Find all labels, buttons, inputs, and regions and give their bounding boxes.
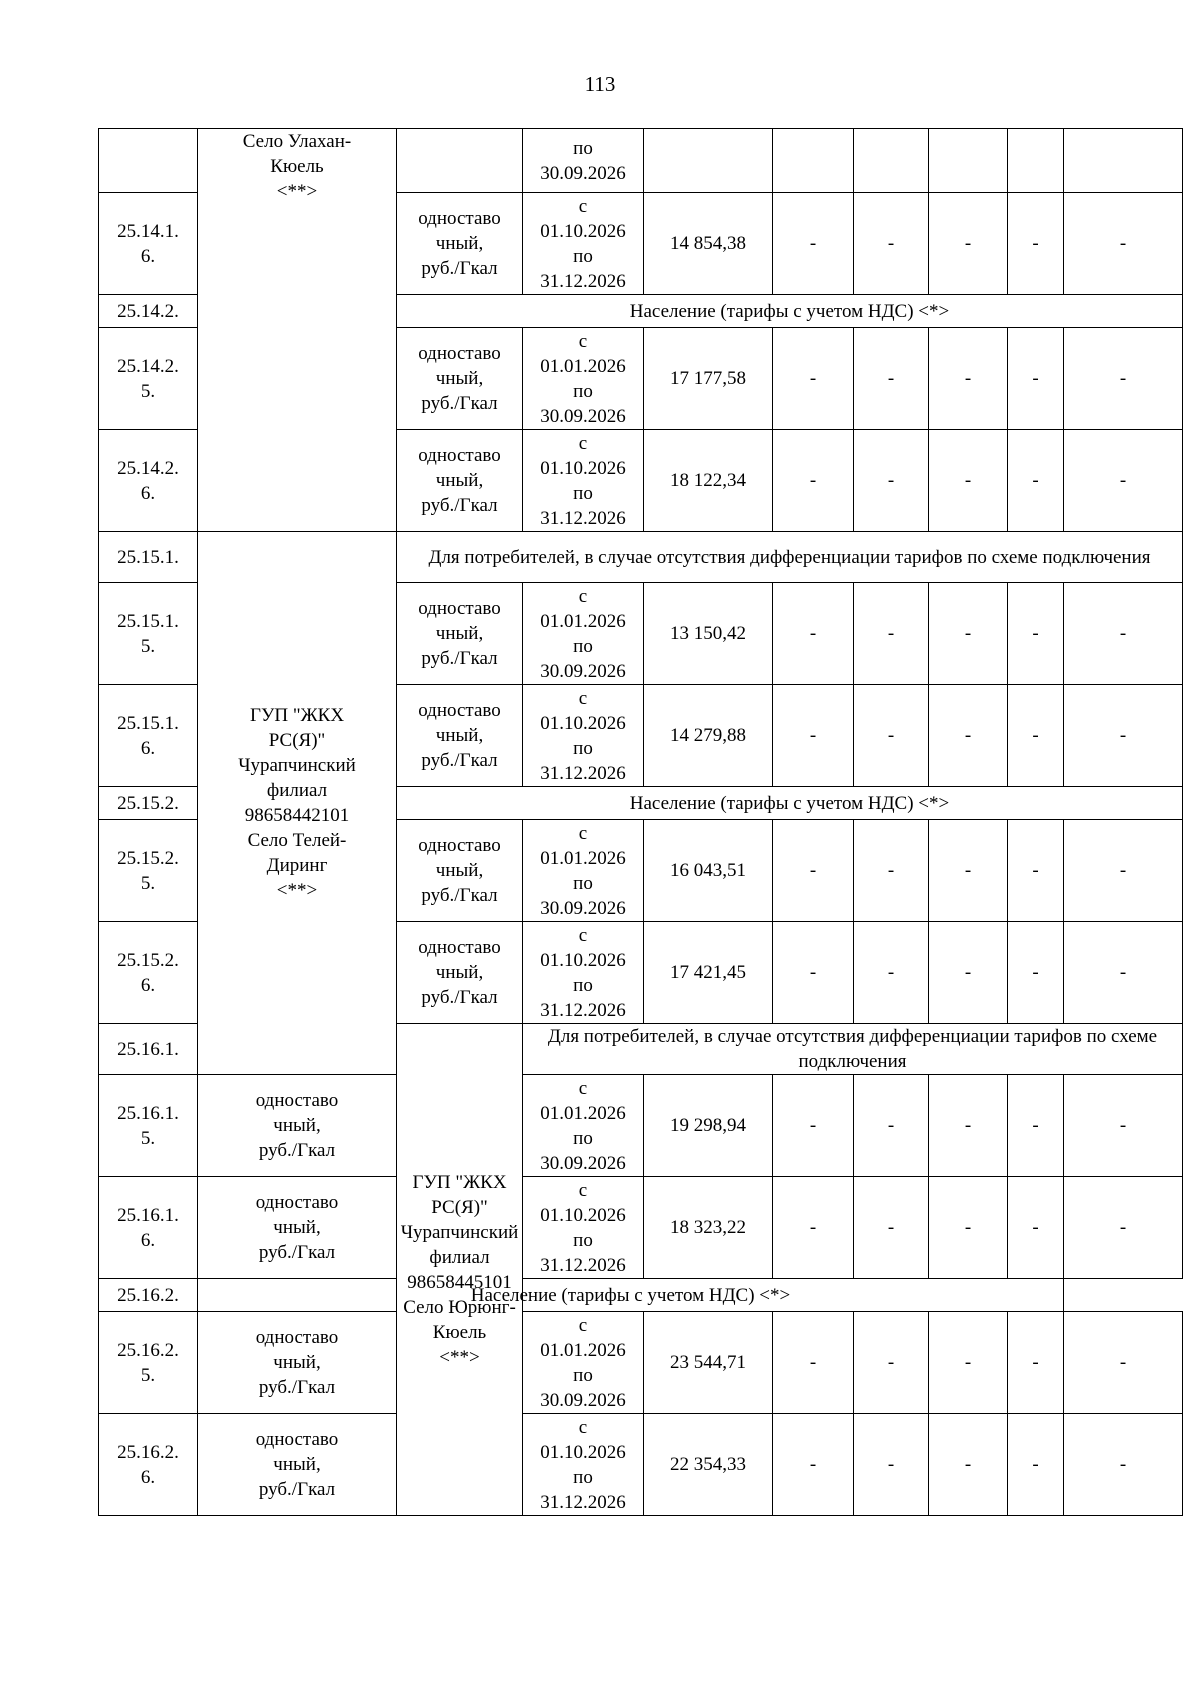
tariff-type-line: чный, [273, 1352, 321, 1373]
row-id [99, 1312, 198, 1414]
tariff-dash: - [854, 685, 929, 787]
tariff-period-line: 01.10.2026 [540, 712, 626, 734]
tariff-period-line: по [573, 635, 593, 657]
tariff-dash: - [854, 1414, 929, 1516]
tariff-period-line: 30.09.2026 [540, 897, 626, 919]
row-id [99, 1075, 198, 1177]
tariff-period-line: с [578, 330, 588, 352]
tariff-period-line: по [573, 974, 593, 996]
tariff-type [198, 1312, 397, 1414]
section-label: Для потребителей, в случае отсутствия дифференциации тарифов по схеме подключения [523, 1024, 1183, 1075]
tariff-type-line: руб./Гкал [421, 393, 498, 414]
table-row [99, 1312, 1183, 1414]
tariff-dash: - [1008, 1312, 1064, 1414]
tariff-dash: - [1064, 922, 1183, 1024]
tariff-type-line: руб./Гкал [258, 1377, 336, 1398]
tariff-period [523, 1075, 644, 1177]
tariff-period-line: 31.12.2026 [540, 507, 626, 529]
row-id-part: 25.15.2. [117, 949, 179, 971]
tariff-dash: - [1008, 1177, 1064, 1279]
tariff-dash: - [773, 820, 854, 922]
tariff-dash: - [1008, 820, 1064, 922]
organization-line: <**> [276, 181, 318, 202]
tariff-type-line: одноставо [418, 700, 501, 721]
tariff-period [523, 583, 644, 685]
section-row [99, 532, 1183, 583]
row-id-part: 25.14.1. [117, 220, 179, 242]
tariff-period-line: по [573, 1127, 593, 1149]
tariff-type [397, 129, 523, 193]
section-id: 25.15.1. [99, 532, 198, 583]
organization-line: РС(Я)" [431, 1196, 488, 1218]
tariff-period-line: 30.09.2026 [540, 1389, 626, 1411]
tariff-dash: - [1008, 583, 1064, 685]
row-id-part: 5. [140, 635, 156, 657]
table-row [99, 129, 1183, 193]
tariff-period [523, 328, 644, 430]
row-id [99, 129, 198, 193]
section-label: Для потребителей, в случае отсутствия дифференциации тарифов по схеме подключения [397, 532, 1183, 583]
organization-line: 98658445101 [407, 1271, 512, 1293]
section-row [99, 1279, 1183, 1312]
organization-cell [397, 1024, 523, 1516]
tariff-period-line: 30.09.2026 [540, 162, 626, 184]
tariff-type-line: чный, [435, 470, 484, 491]
tariff-period-line: 01.01.2026 [540, 355, 626, 377]
page-number: 113 [584, 72, 616, 96]
tariff-dash: - [929, 820, 1008, 922]
organization-line: Кюель [270, 156, 324, 177]
row-id-part: 5. [140, 872, 156, 894]
tariff-value: 13 150,42 [644, 583, 773, 685]
tariff-value: 17 421,45 [644, 922, 773, 1024]
tariff-dash: - [1064, 430, 1183, 532]
section-label: Население (тарифы с учетом НДС) <*> [397, 295, 1183, 328]
tariff-dash: - [773, 1414, 854, 1516]
tariff-dash: - [773, 922, 854, 1024]
tariff-period-line: с [578, 195, 588, 217]
tariff-type [397, 583, 523, 685]
tariff-dash: - [929, 193, 1008, 295]
row-id-part: 6. [140, 482, 156, 504]
tariff-dash: - [1064, 193, 1183, 295]
tariff-period-line: по [573, 137, 593, 159]
tariff-period-line: с [578, 924, 588, 946]
organization-line: Чурапчинский [400, 1221, 519, 1243]
row-id-part: 25.16.1. [117, 1204, 179, 1226]
section-label: Население (тарифы с учетом НДС) <*> [198, 1279, 1064, 1312]
tariff-period-line: 31.12.2026 [540, 999, 626, 1021]
tariff-type [397, 193, 523, 295]
tariff-type-line: руб./Гкал [258, 1479, 336, 1500]
organization-line: <**> [276, 880, 318, 901]
tariff-period-line: 31.12.2026 [540, 1491, 626, 1513]
tariff-period-line: 01.10.2026 [540, 1441, 626, 1463]
tariff-dash: - [929, 1312, 1008, 1414]
tariff-type-line: одноставо [255, 1429, 339, 1450]
empty-cell [929, 129, 1008, 193]
tariff-type-line: руб./Гкал [421, 885, 498, 906]
tariff-type-line: одноставо [255, 1327, 339, 1348]
section-id: 25.15.2. [99, 787, 198, 820]
tariff-period-line: 30.09.2026 [540, 660, 626, 682]
organization-line: ГУП "ЖКХ [412, 1171, 507, 1193]
tariff-value: 22 354,33 [644, 1414, 773, 1516]
row-id-part: 25.16.2. [117, 1339, 179, 1361]
tariff-dash: - [929, 1075, 1008, 1177]
tariff-period [523, 1414, 644, 1516]
tariff-type-line: одноставо [418, 445, 501, 466]
tariff-dash: - [773, 1075, 854, 1177]
tariff-type-line: руб./Гкал [258, 1242, 336, 1263]
empty-cell [1008, 129, 1064, 193]
row-id-part: 6. [140, 737, 156, 759]
tariff-type-line: одноставо [418, 208, 501, 229]
tariff-dash: - [773, 328, 854, 430]
tariff-type-line: чный, [273, 1454, 321, 1475]
tariff-type-line: чный, [435, 623, 484, 644]
organization-line: Кюель [432, 1321, 487, 1343]
tariff-type-line: чный, [435, 368, 484, 389]
row-id-part: 25.16.1. [117, 1102, 179, 1124]
tariff-type-line: руб./Гкал [421, 648, 498, 669]
tariff-value: 14 854,38 [644, 193, 773, 295]
tariff-period [523, 129, 644, 193]
tariff-type [397, 922, 523, 1024]
tariff-type-line: одноставо [418, 343, 501, 364]
row-id-part: 5. [140, 380, 156, 402]
tariff-period-line: по [573, 1364, 593, 1386]
tariff-dash: - [1064, 1177, 1183, 1279]
organization-line: филиал [266, 780, 328, 801]
organization-line: Чурапчинский [238, 755, 356, 776]
tariff-dash: - [854, 1177, 929, 1279]
tariff-dash: - [1064, 1312, 1183, 1414]
tariff-type [397, 328, 523, 430]
organization-line: Село Юрюнг- [403, 1296, 516, 1318]
tariff-dash: - [1064, 1075, 1183, 1177]
tariff-dash: - [929, 1177, 1008, 1279]
tariff-period-line: 01.01.2026 [540, 610, 626, 632]
tariff-period-line: по [573, 1466, 593, 1488]
row-id-part: 5. [140, 1364, 156, 1386]
empty-cell [773, 129, 854, 193]
organization-line: 98658442101 [244, 805, 350, 826]
tariff-period-line: 31.12.2026 [540, 762, 626, 784]
tariff-dash: - [929, 430, 1008, 532]
tariff-type-line: руб./Гкал [421, 258, 498, 279]
tariff-period-line: по [573, 737, 593, 759]
tariff-type-line: руб./Гкал [258, 1140, 336, 1161]
organization-line: РС(Я)" [268, 730, 326, 751]
tariff-type-line: чный, [273, 1217, 321, 1238]
tariff-type-line: руб./Гкал [421, 495, 498, 516]
tariff-period [523, 1177, 644, 1279]
tariff-dash: - [1008, 685, 1064, 787]
table-row [99, 1075, 1183, 1177]
tariff-type-line: одноставо [255, 1192, 339, 1213]
tariff-period [523, 193, 644, 295]
tariff-dash: - [854, 328, 929, 430]
tariff-period-line: с [578, 1416, 588, 1438]
organization-line: ГУП "ЖКХ [249, 705, 345, 726]
tariff-dash: - [1064, 1414, 1183, 1516]
tariff-value: 19 298,94 [644, 1075, 773, 1177]
tariff-dash: - [854, 922, 929, 1024]
section-label: Население (тарифы с учетом НДС) <*> [397, 787, 1183, 820]
row-id [99, 328, 198, 430]
row-id-part: 25.15.1. [117, 610, 179, 632]
tariff-type-line: чный, [435, 725, 484, 746]
row-id-part: 25.15.2. [117, 847, 179, 869]
tariff-dash: - [854, 193, 929, 295]
tariff-dash: - [1064, 583, 1183, 685]
tariff-dash: - [1008, 1414, 1064, 1516]
tariff-type [397, 820, 523, 922]
tariff-period [523, 1312, 644, 1414]
tariff-dash: - [929, 685, 1008, 787]
tariff-dash: - [773, 1177, 854, 1279]
tariff-period-line: 30.09.2026 [540, 1152, 626, 1174]
tariff-type [198, 1414, 397, 1516]
tariff-period-line: по [573, 872, 593, 894]
tariff-period-line: 01.01.2026 [540, 1102, 626, 1124]
row-id-part: 6. [140, 245, 156, 267]
tariff-dash: - [773, 583, 854, 685]
tariff-period-line: 31.12.2026 [540, 1254, 626, 1276]
tariff-value: 23 544,71 [644, 1312, 773, 1414]
tariff-value: 16 043,51 [644, 820, 773, 922]
tariff-dash: - [929, 1414, 1008, 1516]
organization-cell [198, 532, 397, 1075]
row-id [99, 583, 198, 685]
tariff-type-line: чный, [435, 962, 484, 983]
organization-line: филиал [429, 1246, 490, 1268]
empty-cell [644, 129, 773, 193]
tariff-dash: - [773, 1312, 854, 1414]
tariff-dash: - [1008, 922, 1064, 1024]
tariff-dash: - [1008, 1075, 1064, 1177]
tariff-dash: - [773, 685, 854, 787]
tariff-type [198, 1075, 397, 1177]
tariff-period-line: 31.12.2026 [540, 270, 626, 292]
tariff-dash: - [929, 922, 1008, 1024]
tariff-type-line: руб./Гкал [421, 987, 498, 1008]
tariff-period-line: с [578, 1077, 588, 1099]
organization-line: Диринг [266, 855, 328, 876]
tariff-type-line: чный, [273, 1115, 321, 1136]
tariff-type-line: одноставо [255, 1090, 339, 1111]
tariff-type-line: одноставо [418, 598, 501, 619]
table-row [99, 1414, 1183, 1516]
tariff-type-line: одноставо [418, 937, 501, 958]
tariff-dash: - [929, 328, 1008, 430]
organization-line: <**> [439, 1346, 480, 1368]
tariff-dash: - [1064, 820, 1183, 922]
organization-line: Село Телей- [247, 830, 347, 851]
tariff-period-line: с [578, 432, 588, 454]
row-id [99, 1414, 198, 1516]
tariff-value: 17 177,58 [644, 328, 773, 430]
row-id-part: 6. [140, 974, 156, 996]
row-id [99, 820, 198, 922]
tariff-type-line: чный, [435, 860, 484, 881]
tariff-period-line: по [573, 245, 593, 267]
organization-cell [198, 129, 397, 532]
tariff-dash: - [1008, 430, 1064, 532]
tariff-period-line: по [573, 380, 593, 402]
tariff-dash: - [854, 1312, 929, 1414]
row-id-part: 25.14.2. [117, 457, 179, 479]
organization-line: Село Улахан- [242, 131, 352, 152]
tariff-period-line: 01.10.2026 [540, 220, 626, 242]
row-id-part: 5. [140, 1127, 156, 1149]
tariff-dash: - [929, 583, 1008, 685]
tariff-dash: - [773, 193, 854, 295]
row-id-part: 6. [140, 1229, 156, 1251]
tariff-period-line: с [578, 1314, 588, 1336]
section-id: 25.16.1. [99, 1024, 198, 1075]
tariff-period-line: 01.01.2026 [540, 847, 626, 869]
tariff-period-line: с [578, 1179, 588, 1201]
tariff-type [198, 1177, 397, 1279]
tariff-period-line: по [573, 1229, 593, 1251]
row-id-part: 25.14.2. [117, 355, 179, 377]
tariff-dash: - [854, 583, 929, 685]
tariff-period-line: 01.10.2026 [540, 457, 626, 479]
tariff-period-line: 01.01.2026 [540, 1339, 626, 1361]
tariff-table [98, 128, 1183, 1516]
empty-cell [854, 129, 929, 193]
row-id [99, 430, 198, 532]
tariff-type [397, 685, 523, 787]
section-id: 25.14.2. [99, 295, 198, 328]
tariff-value: 18 122,34 [644, 430, 773, 532]
tariff-period-line: с [578, 822, 588, 844]
tariff-period [523, 685, 644, 787]
tariff-type-line: чный, [435, 233, 484, 254]
tariff-period-line: 30.09.2026 [540, 405, 626, 427]
table-row [99, 1177, 1183, 1279]
tariff-period-line: 01.10.2026 [540, 949, 626, 971]
tariff-period [523, 430, 644, 532]
tariff-value: 14 279,88 [644, 685, 773, 787]
tariff-value: 18 323,22 [644, 1177, 773, 1279]
row-id [99, 193, 198, 295]
tariff-dash: - [1008, 193, 1064, 295]
tariff-dash: - [1064, 685, 1183, 787]
row-id-part: 25.16.2. [117, 1441, 179, 1463]
tariff-period-line: с [578, 585, 588, 607]
empty-cell [1064, 129, 1183, 193]
row-id-part: 6. [140, 1466, 156, 1488]
tariff-dash: - [854, 1075, 929, 1177]
tariff-type-line: руб./Гкал [421, 750, 498, 771]
row-id-part: 25.15.1. [117, 712, 179, 734]
section-id: 25.16.2. [99, 1279, 198, 1312]
row-id [99, 685, 198, 787]
row-id [99, 922, 198, 1024]
tariff-period-line: 01.10.2026 [540, 1204, 626, 1226]
tariff-dash: - [773, 430, 854, 532]
tariff-period-line: с [578, 687, 588, 709]
tariff-dash: - [854, 820, 929, 922]
row-id [99, 1177, 198, 1279]
tariff-period [523, 820, 644, 922]
tariff-period [523, 922, 644, 1024]
tariff-dash: - [854, 430, 929, 532]
tariff-type-line: одноставо [418, 835, 501, 856]
tariff-dash: - [1008, 328, 1064, 430]
tariff-period-line: по [573, 482, 593, 504]
tariff-type [397, 430, 523, 532]
tariff-dash: - [1064, 328, 1183, 430]
